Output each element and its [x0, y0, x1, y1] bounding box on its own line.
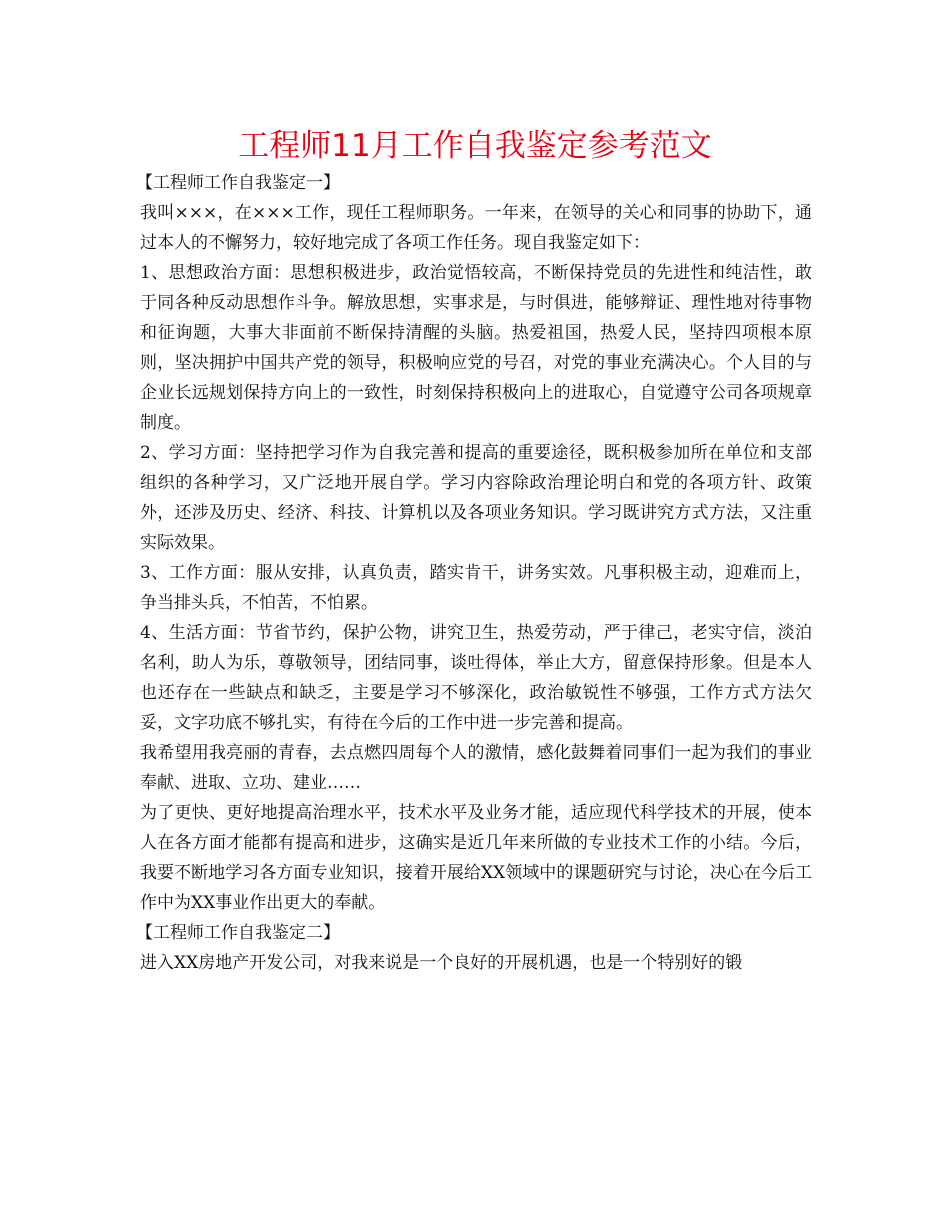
political-paragraph: 1、思想政治方面：思想积极进步，政治觉悟较高，不断保持党员的先进性和纯洁性，敢于同各种反动思想作斗争。解放思想，实事求是，与时俱进，能够辩证、理性地对待事物和征询题，大事大非面前不断保持清醒的头脑。热爱祖国，热爱人民，坚持四项根本原则，坚决拥护中国共产党的领导，积极响应党的号召，对党的事业充满决心。个人目的与企业长远规划保持方向上的一致性，时刻保持积极向上的进取心，自觉遵守公司各项规章制度。 — [140, 263, 812, 433]
document-body — [136, 168, 812, 978]
section-heading-two: 【工程师工作自我鉴定二】 — [136, 923, 340, 943]
section-heading-one: 【工程师工作自我鉴定一】 — [136, 173, 340, 193]
life-paragraph: 4、生活方面：节省节约，保护公物，讲究卫生，热爱劳动，严于律己，老实守信，淡泊名利，助人为乐，尊敬领导，团结同事，谈吐得体，举止大方，留意保持形象。但是本人也还存在一些缺点和缺乏，主要是学习不够深化，政治敏锐性不够强，工作方式方法欠妥，文字功底不够扎实，有待在今后的工作中进一步完善和提高。 — [140, 623, 812, 733]
study-paragraph: 2、学习方面：坚持把学习作为自我完善和提高的重要途径，既积极参加所在单位和支部组织的各种学习，又广泛地开展自学。学习内容除政治理论明白和党的各项方针、政策外，还涉及历史、经济、科技、计算机以及各项业务知识。学习既讲究方式方法，又注重实际效果。 — [140, 443, 812, 553]
work-paragraph: 3、工作方面：服从安排，认真负责，踏实肯干，讲务实效。凡事积极主动，迎难而上，争当排头兵，不怕苦，不怕累。 — [140, 563, 812, 613]
intro-paragraph: 我叫×××，在×××工作，现任工程师职务。一年来，在领导的关心和同事的协助下，通过本人的不懈努力，较好地完成了各项工作任务。现自我鉴定如下： — [140, 203, 812, 253]
section-two-paragraph: 进入XX房地产开发公司，对我来说是一个良好的开展机遇，也是一个特别好的锻 — [140, 953, 743, 973]
summary-paragraph: 为了更快、更好地提高治理水平，技术水平及业务才能，适应现代科学技术的开展，使本人在各方面才能都有提高和进步，这确实是近几年来所做的专业技术工作的小结。今后，我要不断地学习各方面专业知识，接着开展给XX领域中的课题研究与讨论，决心在今后工作中为XX事业作出更大的奉献。 — [140, 803, 812, 913]
hope-paragraph: 我希望用我亮丽的青春，去点燃四周每个人的激情，感化鼓舞着同事们一起为我们的事业奉献、进取、立功、建业…… — [140, 743, 812, 793]
document-title: 工程师11月工作自我鉴定参考范文 — [238, 128, 712, 164]
